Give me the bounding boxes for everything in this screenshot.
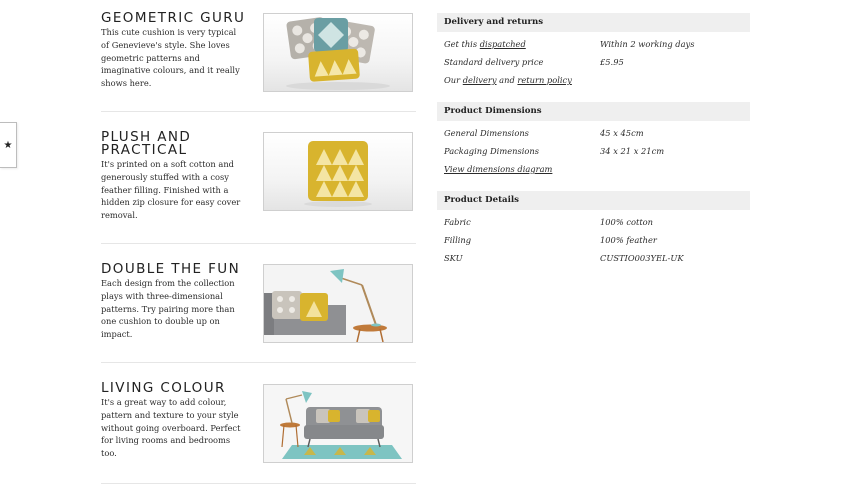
general-dimensions-value: 45 x 45cm [600,128,644,138]
feature-living-colour [101,382,416,484]
feature-text: It's a great way to add colour, pattern and texture to your style without going overboard. Perfect for living rooms and bedrooms too. [101,397,241,459]
packaging-dimensions-row [437,142,750,160]
feature-title: PLUSH AND PRACTICAL [101,129,192,158]
feature-title: LIVING COLOUR [101,380,226,396]
detail-row-sku [437,249,750,267]
feature-text: It's printed on a soft cotton and generously stuffed with a cosy feather filling. Finished with a hidden zip closure for easy cover removal. [101,159,241,221]
product-specs-panel [437,13,750,267]
delivery-price-row [437,53,750,71]
detail-value: CUSTIO003YEL-UK [600,253,684,263]
detail-label: SKU [444,253,463,263]
detail-value: 100% feather [600,235,657,245]
delivery-price-value: £5.95 [600,57,624,67]
feature-text: This cute cushion is very typical of Genevieve's style. She loves geometric patterns and imaginative colours, and it really shows here. [101,27,240,89]
policy-text [444,71,572,89]
view-dimensions-diagram-link[interactable]: View dimensions diagram [444,164,553,174]
details-heading: Product Details [437,191,750,210]
dispatch-label [444,35,526,53]
delivery-link[interactable]: delivery [462,75,497,85]
policy-row [437,71,750,89]
detail-row-filling [437,231,750,249]
dispatch-prefix: Get this [444,39,480,49]
feature-plush-and-practical [101,131,416,244]
feature-title: GEOMETRIC GURU [101,10,246,26]
dimensions-diagram-row [437,160,750,178]
feature-text: Each design from the collection plays with three-dimensional patterns. Try pairing more than one cushion to double up on impact. [101,278,235,340]
delivery-heading: Delivery and returns [437,13,750,32]
detail-row-fabric [437,213,750,231]
feedback-tab[interactable] [0,122,17,168]
detail-label: Fabric [444,217,471,227]
product-image-sofa-lamp [263,264,413,343]
dispatch-value: Within 2 working days [600,39,695,49]
packaging-dimensions-value: 34 x 21 x 21cm [600,146,665,156]
general-dimensions-row [437,124,750,142]
product-image-single-cushion [263,132,413,211]
feature-title: DOUBLE THE FUN [101,261,241,277]
feature-double-the-fun [101,263,416,363]
return-policy-link[interactable]: return policy [517,75,572,85]
product-image-cushions-trio [263,13,413,92]
dimensions-heading: Product Dimensions [437,102,750,121]
star-icon: ★ [3,139,13,151]
feature-geometric-guru [101,12,416,112]
dispatched-link[interactable]: dispatched [479,39,526,49]
detail-value: 100% cotton [600,217,654,227]
product-image-living-room [263,384,413,463]
policy-prefix: Our [444,75,463,85]
packaging-dimensions-label: Packaging Dimensions [444,146,539,156]
delivery-price-label: Standard delivery price [444,57,544,67]
policy-mid: and [496,75,518,85]
dispatch-row [437,35,750,53]
detail-label: Filling [444,235,472,245]
general-dimensions-label: General Dimensions [444,128,529,138]
